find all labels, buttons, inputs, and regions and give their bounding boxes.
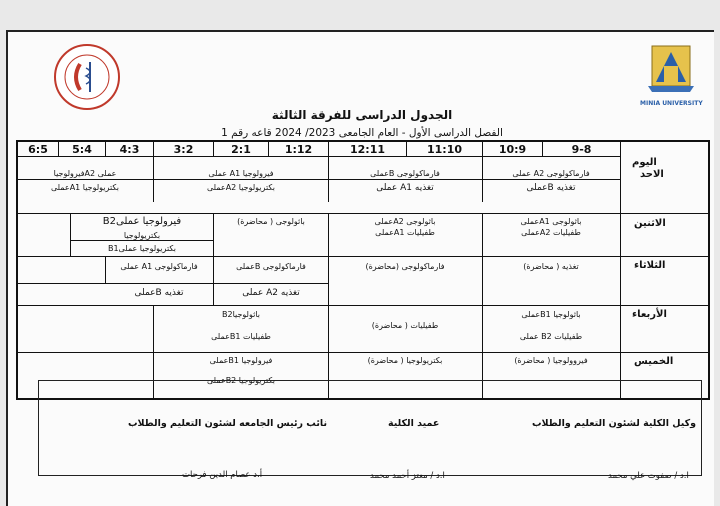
schedule-cell: طفيليات A2عملى <box>521 228 581 237</box>
schedule-cell: فيرولوجيا عملىB2 <box>102 216 182 227</box>
day-header: اليوم <box>632 157 657 168</box>
schedule-cell: باثولوجى ( محاضرة) <box>237 217 305 226</box>
cell-divider <box>482 256 483 305</box>
day-tuesday: الثلاثاء <box>634 260 666 271</box>
schedule-cell: فيرولوجيا A1 عملى <box>208 169 274 178</box>
time-header: 3:2 <box>173 143 194 156</box>
time-header: 5:4 <box>72 143 92 156</box>
cell-divider <box>213 213 214 256</box>
signature-role-vice-dean: وكيل الكلية لشئون التعليم والطلاب <box>532 418 697 429</box>
cell-divider <box>328 256 329 305</box>
signature-name-vice-dean: ا.د / صفوت علي محمد <box>608 471 689 481</box>
cell-divider <box>328 213 329 256</box>
time-header: 6:5 <box>28 143 48 156</box>
time-header: 4:3 <box>119 143 140 156</box>
time-header: 9-8 <box>571 143 592 156</box>
day-monday: الاثنين <box>634 218 666 229</box>
signature-role-vice-president: نائب رئيس الجامعه لشئون التعليم والطلاب <box>128 418 328 429</box>
day-thursday: الخميس <box>634 356 674 367</box>
cell-divider <box>153 157 154 202</box>
cell-divider <box>105 256 106 283</box>
schedule-cell: فيرولوجيا B1عملى <box>209 356 273 365</box>
schedule-cell: بكتريولوجيا A1عملى <box>50 183 120 192</box>
schedule-cell: طفيليات A1عملى <box>375 228 435 237</box>
row-divider <box>16 305 710 306</box>
page-title: الجدول الدراسى للفرقة الثالثة <box>271 108 453 122</box>
schedule-cell: فيروولوجيا ( محاضرة) <box>514 356 588 365</box>
row-divider <box>16 213 710 214</box>
schedule-cell: تغذيه A1 عملى <box>376 183 434 193</box>
day-column-divider <box>620 140 621 400</box>
schedule-cell: طفيليات ( محاضرة) <box>371 321 439 330</box>
cell-divider <box>482 213 483 256</box>
cell-divider <box>482 157 483 202</box>
day-wednesday: الأربعاء <box>632 309 667 320</box>
schedule-cell: بكتريولوجيا ( محاضرة) <box>367 356 443 365</box>
faculty-logo-icon <box>50 42 124 112</box>
schedule-cell: فارماكولوجى Bعملى <box>236 262 306 271</box>
time-header: 11:10 <box>426 143 462 156</box>
schedule-cell: طفيليات B1عملى <box>211 332 271 341</box>
schedule-cell: بكتريولوجيا B2عملى <box>206 376 276 385</box>
cell-divider <box>153 305 154 352</box>
cell-divider <box>18 179 620 180</box>
schedule-cell: بكتريولوجيا عملىB1 <box>107 244 177 253</box>
schedule-cell: تغذيه Bعملى <box>134 288 184 298</box>
row-divider <box>16 256 710 257</box>
table-right-border <box>708 140 710 400</box>
university-name: MINIA UNIVERSITY <box>640 100 703 107</box>
header-divider <box>16 156 620 157</box>
schedule-cell: فارماكولوجى A2 عملى <box>512 169 590 178</box>
schedule-cell: فارماكولوجى Bعملى <box>370 169 440 178</box>
schedule-cell: عملى A2فيرولوجيا <box>53 169 117 178</box>
cell-divider <box>328 305 329 352</box>
cell-divider <box>16 283 328 284</box>
page-subtitle: الفصل الدراسى الأول - العام الجامعى 2023/ 2024 قاعه رقم 1 <box>221 127 503 139</box>
signature-name-dean: ا.د / معتز أحمد محمد <box>370 471 445 481</box>
cell-divider <box>482 305 483 352</box>
time-header: 2:1 <box>231 143 251 156</box>
schedule-cell: تغذيه A2 عملى <box>242 288 300 298</box>
schedule-cell: فارماكولوجى (محاضرة) <box>365 262 445 271</box>
time-header: 10:9 <box>498 143 527 156</box>
schedule-cell: طفيليات B2 عملى <box>519 332 583 341</box>
signature-role-dean: عميد الكلية <box>388 418 440 429</box>
cell-divider <box>70 213 71 256</box>
table-top-border <box>16 140 710 142</box>
day-sunday: الاحد <box>640 169 664 180</box>
schedule-cell: باثولوجياB2 <box>222 310 260 319</box>
schedule-cell: بكتريولوجيا <box>123 231 161 240</box>
cell-divider <box>328 157 329 202</box>
schedule-cell: تغذيه Bعملى <box>526 183 576 193</box>
cell-divider <box>213 256 214 305</box>
schedule-cell: تغذيه ( محاضرة) <box>523 262 579 271</box>
row-divider <box>16 352 710 353</box>
schedule-cell: باثولوجى A1عملى <box>520 217 582 226</box>
signature-name-vice-president: أ.د عصام الدين فرحات <box>182 470 263 480</box>
time-header: 12:11 <box>349 143 385 156</box>
schedule-cell: باثولوجيا B1عملى <box>521 310 581 319</box>
schedule-cell: باثولوجى A2عملى <box>374 217 436 226</box>
cell-divider <box>70 240 213 241</box>
schedule-cell: بكتريولوجيا A2عملى <box>206 183 276 192</box>
time-header: 1:12 <box>284 143 313 156</box>
schedule-cell: فارماكولوجى A1 عملى <box>120 262 198 271</box>
